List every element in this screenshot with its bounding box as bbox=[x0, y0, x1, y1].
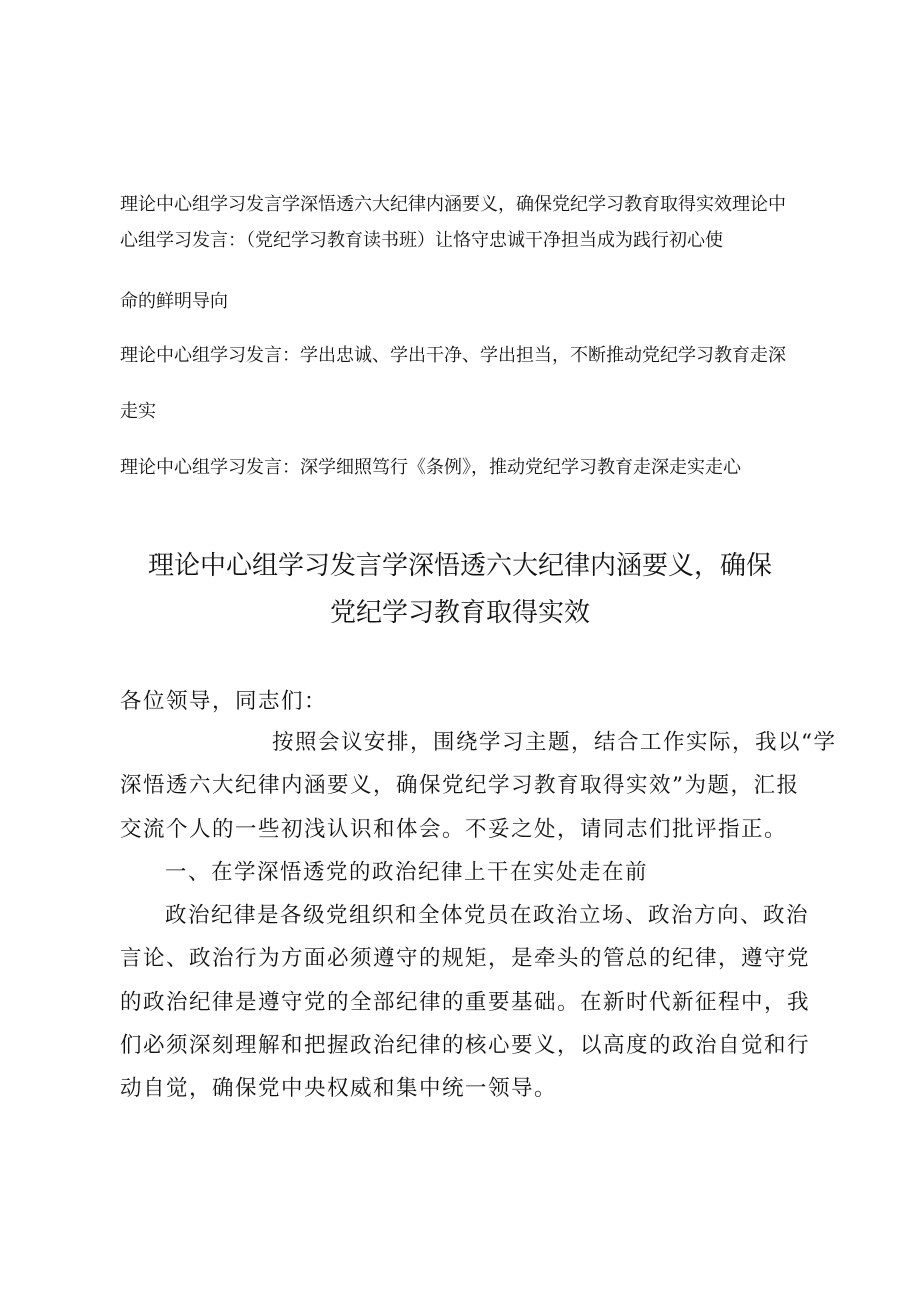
paragraph-1-line-2: 深悟透六大纪律内涵要义，确保党纪学习教育取得实效”为题，汇报 bbox=[120, 773, 800, 798]
paragraph-1-line-1: 按照会议安排，围绕学习主题，结合工作实际，我以“学 bbox=[272, 730, 837, 755]
toc-item-1-continuation: 命的鲜明导向 bbox=[120, 291, 228, 312]
paragraph-2-line-2: 言论、政治行为方面必须遵守的规矩，是牵头的管总的纪律，遵守党 bbox=[120, 946, 811, 971]
paragraph-2-line-1: 政治纪律是各级党组织和全体党员在政治立场、政治方向、政治 bbox=[165, 903, 810, 928]
toc-item-2-continuation: 走实 bbox=[120, 401, 156, 422]
paragraph-2-line-3: 的政治纪律是遵守党的全部纪律的重要基础。在新时代新征程中，我 bbox=[120, 990, 811, 1015]
paragraph-1-line-3: 交流个人的一些初浅认识和体会。不妥之处，请同志们批评指正。 bbox=[120, 817, 788, 842]
toc-item-1-line-1: 理论中心组学习发言学深悟透六大纪律内涵要义，确保党纪学习教育取得实效理论中 bbox=[120, 194, 786, 215]
toc-item-2-line-1: 理论中心组学习发言：学出忠诚、学出干净、学出担当，不断推动党纪学习教育走深 bbox=[120, 345, 786, 366]
toc-item-3-line-1: 理论中心组学习发言：深学细照笃行《条例》，推动党纪学习教育走深走实走心 bbox=[120, 457, 741, 478]
greeting: 各位领导，同志们： bbox=[120, 689, 328, 714]
paragraph-2-line-4: 们必须深刻理解和把握政治纪律的核心要义，以高度的政治自觉和行 bbox=[120, 1033, 811, 1058]
page-title-line-2: 党纪学习教育取得实效 bbox=[329, 598, 590, 628]
paragraph-2-line-5: 动自觉，确保党中央权威和集中统一领导。 bbox=[120, 1076, 558, 1101]
page-title-line-1: 理论中心组学习发言学深悟透六大纪律内涵要义，确保 bbox=[147, 551, 772, 581]
section-heading-1: 一、在学深悟透党的政治纪律上干在实处走在前 bbox=[165, 860, 649, 885]
toc-item-1-line-2: 心组学习发言：（党纪学习教育读书班）让恪守忠诚干净担当成为践行初心使 bbox=[120, 230, 723, 251]
